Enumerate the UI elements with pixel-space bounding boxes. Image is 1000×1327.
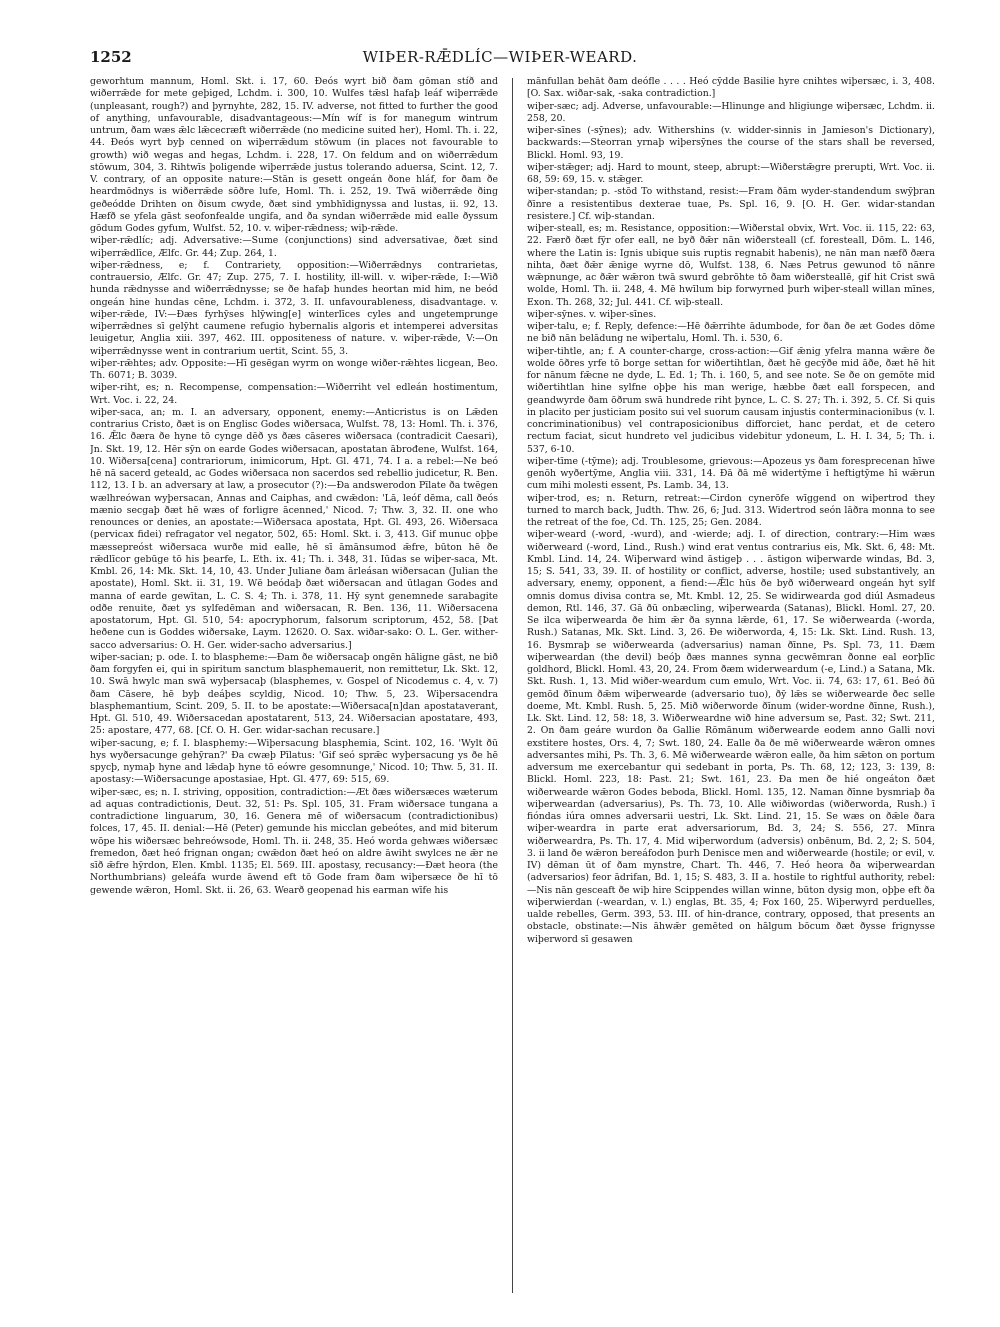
- entry: wiþer-tīme (-tȳme); adj. Troublesome, grievous:—Apozeus ys ðam foresprecenan hīwe genōh wyðertȳme, Anglia viii. 331, 14. Ðā ðā mē widertȳme ī heftigtȳme hī wǣrun cum mihi molesti essent, Ps. Lamb. 34, 13.: [527, 455, 935, 492]
- entry: wiþer-sæc, es; n. I. striving, opposition, contradiction:—Æt ðæs wiðersæces wæterum ad aquas contradictionis, Deut. 32, 51: Ps. Spl. 105, 31. Fram wiðersace tungana a contradictione linguarum, 30, 16. Genera mē of wiðersacum (contradictionibus) folces, 17, 45. II. denial:—Hē (Peter) gemunde his micclan gebeótes, and mid biterum wōpe his wiðersæc behreówsode, Homl. Th. ii. 248, 35. Heó worda gehwæs wiðersæc fremedon, ðæt heó frignan ongan; cwǣdon ðæt heó on aldre āwiht swylces ne ǣr ne sīð ǣfre hȳrdon, Elen. Kmbl. 1135; El. 569. III. apostasy, recusancy:—Ðæt heora (the Northumbrians) geleáfa wurde āwend eft tō Gode fram ðam wiþersæce ðe hī tō gewende wǣron, Homl. Skt. ii. 26, 63. Wearð geopenad his earman wīfe his: [90, 786, 498, 896]
- entry: wiþer-stǣger; adj. Hard to mount, steep, abrupt:—Wiðerstǣgre prerupti, Wrt. Voc. ii. 68, 59: 69, 15. v. stǣger.: [527, 161, 935, 185]
- right-column: [527, 76, 935, 1296]
- page-number: 1252: [90, 48, 132, 66]
- entry: wiþer-sȳnes. v. wiþer-sīnes.: [527, 308, 657, 320]
- entry: wiþer-tihtle, an; f. A counter-charge, cross-action:—Gif ǣnig yfelra manna wǣre ðe wolde ōðres yrfe tō borge settan for wiðertihtlan, ðæt hē gecȳðe mid āðe, ðæt hē hit for nānum fǣcne ne dyde, L. Ed. 1; Th. i. 160, 5, and see note. Se ðe on gemōte mid wiðertihtlan hine sylfne oþþe his man werige, hæbbe ðæt eall forspecen, and geandwyrde ðam ōðrum swā hundrede riht þynce, L. C. S. 27; Th. i. 392, 5. Cf. Si quis in placito per justiciam posito sui vel suorum causam injustis conterminacionibus (v. l. concriminationibus) vel contraposicionibus difforciet, hanc perdat, et de cetero rectum faciat, sicut hundreto vel judicibus videbitur ydoneum, L. H. I. 34, 5; Th. i. 537, 6-10.: [527, 345, 935, 455]
- entry: wiþer-sīnes (-sȳnes); adv. Withershins (v. widder-sinnis in Jamieson's Dictionary), backwards:—Steorran yrnaþ wiþersȳnes the course of the stars shall be reversed, Blickl. Homl. 93, 19.: [527, 125, 935, 161]
- entry: wiþer-sacung, e; f. I. blasphemy:—Wiþersacung blasphemia, Scint. 102, 16. 'Wylt ðū hys wyðersacunge gehȳran?' Ða cwæþ Pīlatus: 'Gif seó sprǣc wyþersacung ys ðe hē spycþ, nymaþ hyne and lǣdaþ hyne tō eówre gesomnunge,' Nicod. 10; Thw. 5, 31. II. apostasy:—Wiðersacunge apostasiae, Hpt. Gl. 477, 69: 515, 69.: [90, 737, 498, 786]
- entry: wiþer-sacian; p. ode. I. to blaspheme:—Ðam ðe wiðersacaþ ongēn hāligne gāst, ne bið ðam forgyfen ei, qui in spiritum sanctum blasphemauerit, non remittetur, Lk. Skt. 12, 10. Swā hwylc man swā wyþersacaþ (blasphemes, v. Gospel of Nicodemus c. 4, v. 7) ðam Cāsere, hē byþ deáþes scyldig, Nicod. 10; Thw. 5, 23. Wiþersacendra blasphemantium, Scint. 209, 5. II. to be apostate:—Wiðersaca[n]dan apostataverant, Hpt. Gl. 510, 49. Wiðersacedan apostatarent, 513, 24. Wiðersacian apostatare, 493, 25: apostare, 477, 68. [Cf. O. H. Ger. widar-sachan recusare.]: [90, 651, 498, 737]
- entry: wiþer-riht, es; n. Recompense, compensation:—Wiðerriht vel edleán hostimentum, Wrt. Voc. i. 22, 24.: [90, 382, 498, 406]
- entry: wiþer-trod, es; n. Return, retreat:—Cirdon cynerōfe wīggend on wiþertrod they turned to march back, Judth. Thw. 26, 6; Jud. 313. Widertrod seón lāðra monna to see the retreat of the foe, Cd. Th. 125, 25; Gen. 2084.: [527, 492, 935, 528]
- entry: wiþer-steall, es; m. Resistance, opposition:—Wiðerstal obvix, Wrt. Voc. ii. 115, 22: 63, 22. Færð ðæt fȳr ofer eall, ne byð ðǣr nān wiðersteall (cf. foresteall, Dōm. L. 146, where the Latin is: Ignis ubique suis ruptis regnabit habenis), ne nān man næfð ðæra nihta, ðæt ðǣr ǣnige wyrne dō, Wulfst. 138, 6. Næs Petrus gewunod tō nānre wǣpnunge, ac ðǣr wǣron twā swurd gebrōhte tō ðam wiðersteallē, gif hit Crist swā wolde, Homl. Th. ii. 248, 4. Mē hwīlum bip forwyrned þurh wiþer-steall willan mīnes, Exon. Th. 268, 32; Jul. 441. Cf. wiþ-steall.: [527, 223, 935, 308]
- entry: wiþer-rǣdlíc; adj. Adversative:—Sume (conjunctions) sind adversativae, ðæt sind wiþerrǣdlīce, Ælfc. Gr. 44; Zup. 264, 1.: [90, 235, 498, 259]
- entry: wiþer-standan; p. -stōd To withstand, resist:—Fram ðām wyder-standendum swȳþran ðīnre a resistentibus dexterae tuae, Ps. Spl. 16, 9. [O. H. Ger. widar-standan resistere.] Cf. wiþ-standan.: [527, 186, 935, 222]
- entry: geworhtum mannum, Homl. Skt. i. 17, 60. Ðeós wyrt bið ðam gōman stíð and wiðerrǣde for mete geþiged, Lchdm. i. 300, 10. Wulfes tǣsl hafaþ leáf wiþerrǣde (unpleasant, rough?) and þyrnyhte, 282, 15. IV. adverse, not fitted to further the good of anything, unfavourable, disadvantageous:—Mín wíf is for manegum wintrum untrum, ðam wæs ǣlc lǣcecræft wiðerrǣde (no medicine suited her), Homl. Th. i. 22, 44. Ðeós wyrt byþ cenned on wiþerrǣdum stōwum (in places not favourable to growth) wið wegas and hegas, Lchdm. i. 228, 17. On feldum and on wiðerrǣdum stōwum, 304, 3. Rihtwīs þoligende wiþerrǣde justus tolerando aduersa, Scint. 12, 7. V. contrary, of an opposite nature:—Stān is gesett ongeán ðone hláf, for ðam ðe heardmōdnys is wiðerrǣde sōðre lufe, Homl. Th. i. 252, 19. Twā wiðerrǣde ðing geðeódde Drihten on ðisum cwyde, ðæt sind ymbhīdignyssa and lustas, ii. 92, 13. Hæfð se yfela gāst seofonfealde ungifa, and ða syndan wiðerrǣde mid ealle ðyssum gōdum Godes gyfum, Wulfst. 52, 10. v. wiþer-rǣdness; wiþ-rǣde.: [90, 76, 498, 234]
- entry: wiþer-weard (-word, -wurd), and -wierde; adj. I. of direction, contrary:—Him wæs wiðerweard (-word, Lind., Rush.) wind erat ventus contrarius eis, Mk. Skt. 6, 48: Mt. Kmbl. Lind. 14, 24. Wiþerward wind āstigeþ . . . āstigon wiþerwarde windas, Bd. 3, 15; S. 541, 33, 39. II. of hostility or conflict, adverse, hostile; used substantively, an adversary, enemy, opponent, a fiend:—Ǣlc hūs ðe byð wiðerweard ongeán hyt sylf omnis domus divisa contra se, Mt. Kmbl. 12, 25. Se widirwearda god diúl Asmadeus demon, Rtl. 146, 37. Gā ðū onbæcling, wiþerwearda (Satanas), Blickl. Homl. 27, 20. Se ilca wiþerwearda ðe him ǣr ða synna lǣrde, 61, 17. Se wiðerwearda (-worda, Rush.) Satanas, Mk. Skt. Lind. 3, 26. Ðe wiðerworda, 4, 15: Lk. Skt. Lind. Rush. 13, 16. Bysmraþ se wiðerwearda (adversarius) naman ðīnne, Ps. Spl. 73, 11. Ðæm wiþerweardan (the devil) beóþ ðæs mannes synna gecwēmran ðonne eal eorþlīc goldhord, Blickl. Homl. 43, 20, 24. From ðæm widerweardum (-e, Lind.) a Satana, Mk. Skt. Rush. 1, 13. Mid wiðer-weardum cum emulo, Wrt. Voc. ii. 74, 63: 17, 61. Beó ðū gemōd ðīnum ðǣm wiþerwearde (adversario tuo), ðȳ lǣs se wiðerwearde ðec selle doeme, Mt. Kmbl. Rush. 5, 25. Mið wiðerworde ðīnum (wider-wordne ðīnne, Rush.), Lk. Skt. Lind. 12, 58: 18, 3. Wiðerweardne wið hine adversum se, Past. 32; Swt. 211, 2. On ðam geáre wurdon ða Gallie Rōmānum wiðerwearde eodem anno Galli novi exstitere hostes, Ors. 4, 7; Swt. 180, 24. Ealle ða ðe mē wiðerwearde wǣron omnes adversantes mihi, Ps. Th. 3, 6. Mē wiðerwearde wǣron ealle, ða him sǣton on portum adversum me exercebantur qui sedebant in porta, Ps. Th. 68, 12; 123, 3: 139, 8: Blickl. Homl. 223, 18: Past. 21; Swt. 161, 23. Ða men ðe hié ongeáton ðæt wiðerwearde wǣron Godes beboda, Blickl. Homl. 135, 12. Naman ðīnne bysmriaþ ða wiþerweardan (adversarius), Ps. Th. 73, 10. Alle wiðiwordas (wiðerworda, Rush.) ī fióndas iúra omnes adversarii uestri, Lk. Skt. Lind. 21, 15. Se wæs on ðǣle ðara wiþer-weardra in parte erat adversariorum, Bd. 3, 24; S. 556, 27. Mīnra wiðerweardra, Ps. Th. 17, 4. Mid wiþerwordum (adversis) onbēnum, Bd. 2, 2; S. 504, 3. ii land ðe wǣron bereáfodon þurh Denisce men and wiðerwearde (hostile; or evil, v. IV) dēman ūt of ðam mynstre, Chart. Th. 446, 7. Heó heora ða wiþerweardan (adversarios) feor ādrifan, Bd. 1, 15; S. 483, 3. II a. hostile to rightful authority, rebel:—Nis nān gesceaft ðe wiþ hire Scippendes willan winne, būton dysig mon, oþþe eft ða wiþerwierdan (-weardan, v. l.) englas, Bt. 35, 4; Fox 160, 25. Wiþerwyrd perduelles, ualde rebelles, Germ. 393, 53. III. of hin-drance, contrary, opposed, that presents an obstacle, obstinate:—Nis āhwǣr gemēted on hālgum bōcum ðæt ðysse frignysse wiþerword sī gesawen: [527, 529, 935, 945]
- entry: wiþer-talu, e; f. Reply, defence:—Hē ðǣrrihte ādumbode, for ðan ðe æt Godes dōme ne bið nān belādung ne wiþertalu, Homl. Th. i. 530, 6.: [527, 321, 935, 345]
- dictionary-columns: [90, 76, 935, 1296]
- entry: wiþer-saca, an; m. I. an adversary, opponent, enemy:—Anticristus is on Lǣden contrarius Cristo, ðæt is on Englisc Godes wiðersaca, Wulfst. 78, 13: Homl. Th. i. 376, 16. Ǣlc ðæra ðe hyne tō cynge dēð ys ðæs cāseres wiðersaca (contradicit Caesari), Jn. Skt. 19, 12. Hēr sȳn on earde Godes wiðersacan, apostatan ābrođene, Wulfst. 164, 10. Wiðersa[cena] contrariorum, inimicorum, Hpt. Gl. 471, 74. I a. a rebel:—Ne beó hē nā sacerd geteald, ac Godes wiðersaca non sacerdos sed rebellio judicetur, R. Ben. 112, 13. I b. an adversary at law, a prosecutor (?):—Ða andswerodon Pīlate ða twēgen wælhreówan wyþersacan, Annas and Caiphas, and cwǣdon: 'Lā, leóf dēma, call ðeós mænio secgaþ ðæt hē wæs of forligre ācenned,' Nicod. 7; Thw. 3, 32. II. one who renounces or denies, an apostate:—Wiðersaca apostata, Hpt. Gl. 493, 26. Wiðersaca (pervicax fidei) refragator vel negator, 502, 65: Homl. Skt. i. 3, 413. Gif munuc oþþe mæssepreóst wiðersaca wurðe mid ealle, hē sī āmānsumod ǣfre, būton hē ðe rǣdlīcor gebūge tō his þearfe, L. Eth. ix. 41; Th. i. 348, 31. Iūdas se wiþer-saca, Mt. Kmbl. 26, 14: Mk. Skt. 14, 10, 43. Under Juliane ðam ārleásan wiðersacan (Julian the apostate), Homl. Skt. ii. 31, 19. Wē beódaþ ðæt wiðersacan and ūtlagan Godes and manna of earde gewītan, L. C. S. 4; Th. i. 378, 11. Hȳ synt genemnede sarabagite odðe renuite, ðæt ys sylfedēman and wiðersacan, R. Ben. 136, 11. Wiðersacena apostatorum, Hpt. Gl. 510, 54: apocryphorum, falsorum scriptorum, 452, 58. [Þat heðene cun is Goddes wiðersake, Laym. 12620. O. Sax. wiðar-sako: O. L. Ger. wither-sacco adversarius: O. H. Ger. wider-sacho adversarius.]: [90, 406, 498, 651]
- entry: mānfullan behāt ðam deófle . . . . Heó cȳdde Basilie hyre cnihtes wiþersæc, i. 3, 408. [O. Sax. wiðar-sak, -saka contradiction.]: [527, 76, 935, 100]
- entry: wiþer-rǣhtes; adv. Opposite:—Hī gesēgan wyrm on wonge wiðer-rǣhtes licgean, Beo. Th. 6071; B. 3039.: [90, 357, 498, 381]
- running-head: WIÞER-RǢDLÍC—WIÞER-WEARD.: [362, 48, 638, 66]
- left-column: [90, 76, 498, 1296]
- entry: wiþer-rǣdness, e; f. Contrariety, opposition:—Wiðerrǣdnys contrarietas, contrauersio, Ælfc. Gr. 47; Zup. 275, 7. I. hostility, ill-will. v. wiþer-rǣde, I:—Wið hunda rǣdnysse and wiðerrǣdnysse; se ðe hafaþ hundes heortan mid him, ne beód ongeán hine hundas cēne, Lchdm. i. 372, 3. II. unfavourableness, disadvantage. v. wiþer-rǣde, IV:—Ðæs fyrhȳses hlȳwing[e] winterlīces cyles and ungetemprunge wiþerrǣdnes sī gelȳht caumene refugio hybernalis algoris et intemperei adversitas leuigetur, Anglia xiii. 397, 462. III. oppositeness of nature. v. wiþer-rǣde, V:—On wiþerrǣdnysse went in contrarium uertit, Scint. 55, 3.: [90, 259, 498, 357]
- entry: wiþer-sæc; adj. Adverse, unfavourable:—Hlinunge and hligiunge wiþersæc, Lchdm. ii. 258, 20.: [527, 100, 935, 124]
